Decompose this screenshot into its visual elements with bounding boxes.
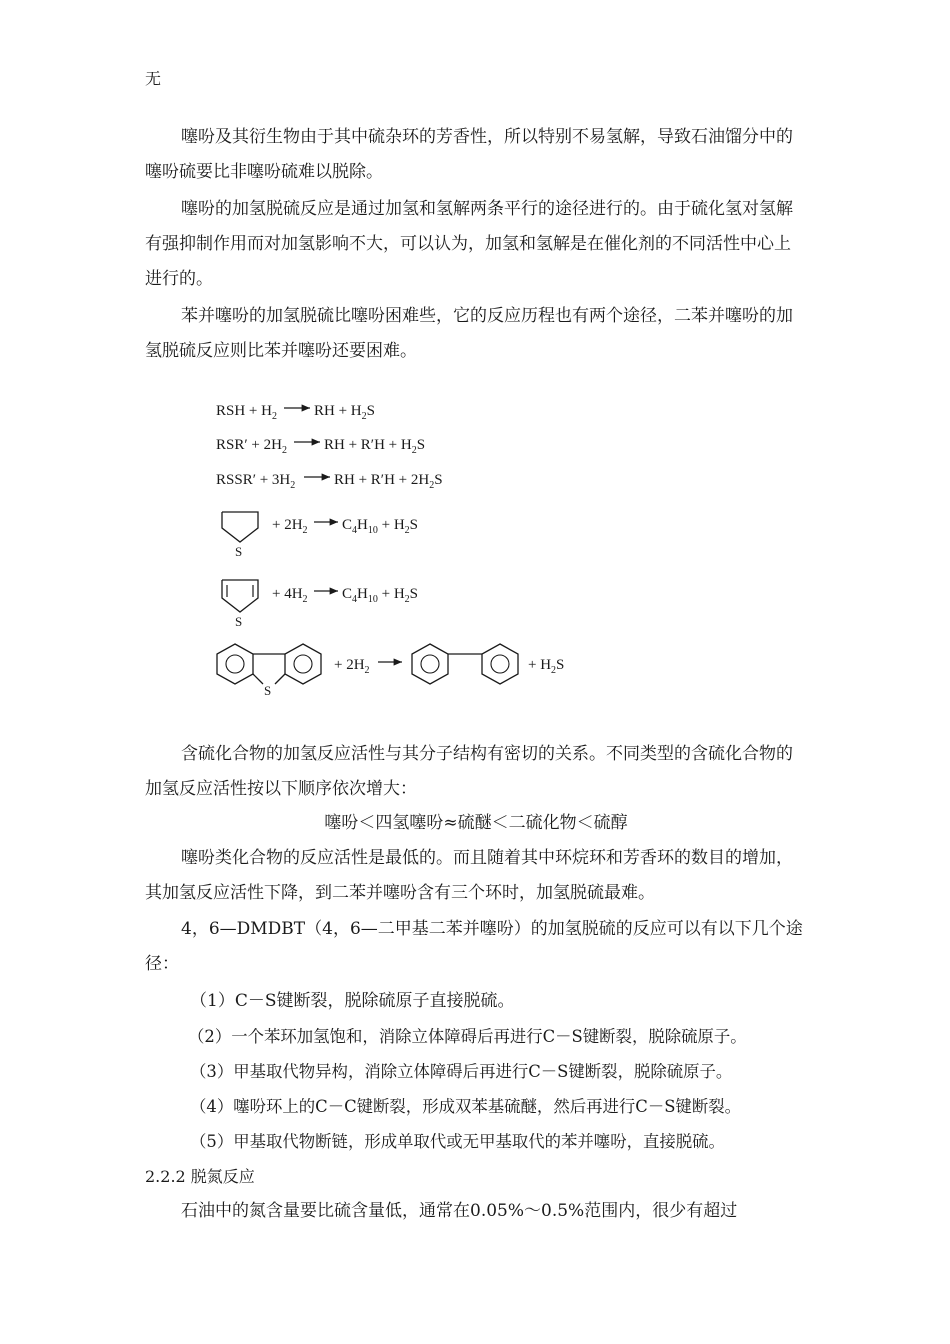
ring-sulfur-label: S bbox=[264, 683, 272, 698]
list-item-3: （3）甲基取代物异构，消除立体障碍后再进行C－S键断裂，脱除硫原子。 bbox=[190, 1062, 733, 1081]
biphenyl-structure bbox=[412, 644, 518, 684]
page-header: 无 bbox=[145, 69, 162, 88]
reaction-4-reactants: + $2H_2$ bbox=[272, 517, 308, 536]
list-item-1: （1）C－S键断裂，脱除硫原子直接脱硫。 bbox=[190, 991, 515, 1011]
reaction-1-reactants: RSH + $H_2$ bbox=[216, 403, 277, 422]
reaction-2-products: RH + $R'H + H_2S$ bbox=[324, 437, 426, 456]
thiophene-structure bbox=[222, 580, 258, 629]
paragraph-benzothiophene: 苯并噻吩的加氢脱硫比噻吩困难些，它的反应历程也有两个途径，二苯并噻吩的加氢脱硫反应则比苯并噻吩还要困难。 bbox=[145, 306, 793, 361]
paragraph-nitrogen: 石油中的氮含量要比硫含量低，通常在0.05%～0.5%范围内，很少有超过 bbox=[181, 1201, 738, 1221]
paragraph-thiophene-hds: 噻吩的加氢脱硫反应是通过加氢和氢解两条平行的途径进行的。由于硫化氢对氢解有强抑制作用而对加氢影响不大，可以认为，加氢和氢解是在催化剂的不同活性中心上进行的。 bbox=[145, 199, 793, 289]
reaction-1-products: RH + $H_2S$ bbox=[314, 403, 375, 422]
list-item-5: （5）甲基取代物断链，形成单取代或无甲基取代的苯并噻吩，直接脱硫。 bbox=[190, 1132, 725, 1151]
reaction-3-reactants: RSSR′ + $3H_2$ bbox=[216, 472, 296, 491]
tetrahydrothiophene-structure bbox=[222, 512, 258, 559]
reaction-6-reactants: + $2H_2$ bbox=[334, 657, 370, 676]
reaction-scheme-svg bbox=[210, 392, 590, 702]
reaction-3-products: RH + $R'H + 2H_2S$ bbox=[334, 472, 443, 491]
list-item-2: （2）一个苯环加氢饱和，消除立体障碍后再进行C－S键断裂，脱除硫原子。 bbox=[188, 1027, 747, 1046]
paragraph-dmdbt: 4，6—DMDBT（4，6—二甲基二苯并噻吩）的加氢脱硫的反应可以有以下几个途径： bbox=[145, 919, 803, 974]
activity-order: 噻吩＜四氢噻吩≈硫醚＜二硫化物＜硫醇 bbox=[324, 813, 628, 833]
section-heading: 2.2.2 脱氮反应 bbox=[145, 1167, 255, 1186]
reaction-5-reactants: + $4H_2$ bbox=[272, 586, 308, 605]
dibenzothiophene-structure bbox=[217, 644, 321, 698]
reaction-2-reactants: $RSR' + 2H_2$ bbox=[216, 437, 287, 456]
reaction-6-products: + $H_2S$ bbox=[528, 657, 565, 676]
reaction-scheme-figure bbox=[210, 392, 590, 702]
paragraph-thiophene: 噻吩及其衍生物由于其中硫杂环的芳香性，所以特别不易氢解，导致石油馏分中的噻吩硫要比非噻吩硫难以脱除。 bbox=[145, 127, 793, 182]
ring-sulfur-label: S bbox=[235, 614, 243, 629]
list-item-4: （4）噻吩环上的C－C键断裂，形成双苯基硫醚，然后再进行C－S键断裂。 bbox=[190, 1097, 741, 1116]
reaction-5-products: $C_4H_{10} + H_2S$ bbox=[342, 586, 418, 605]
reaction-4-products: $C_4H_{10} + H_2S$ bbox=[342, 517, 418, 536]
paragraph-activity: 含硫化合物的加氢反应活性与其分子结构有密切的关系。不同类型的含硫化合物的加氢反应活性按以下顺序依次增大： bbox=[145, 744, 793, 799]
paragraph-thiophene-activity: 噻吩类化合物的反应活性是最低的。而且随着其中环烷环和芳香环的数目的增加，其加氢反应活性下降，到二苯并噻吩含有三个环时，加氢脱硫最难。 bbox=[145, 848, 793, 903]
ring-sulfur-label: S bbox=[235, 544, 243, 559]
